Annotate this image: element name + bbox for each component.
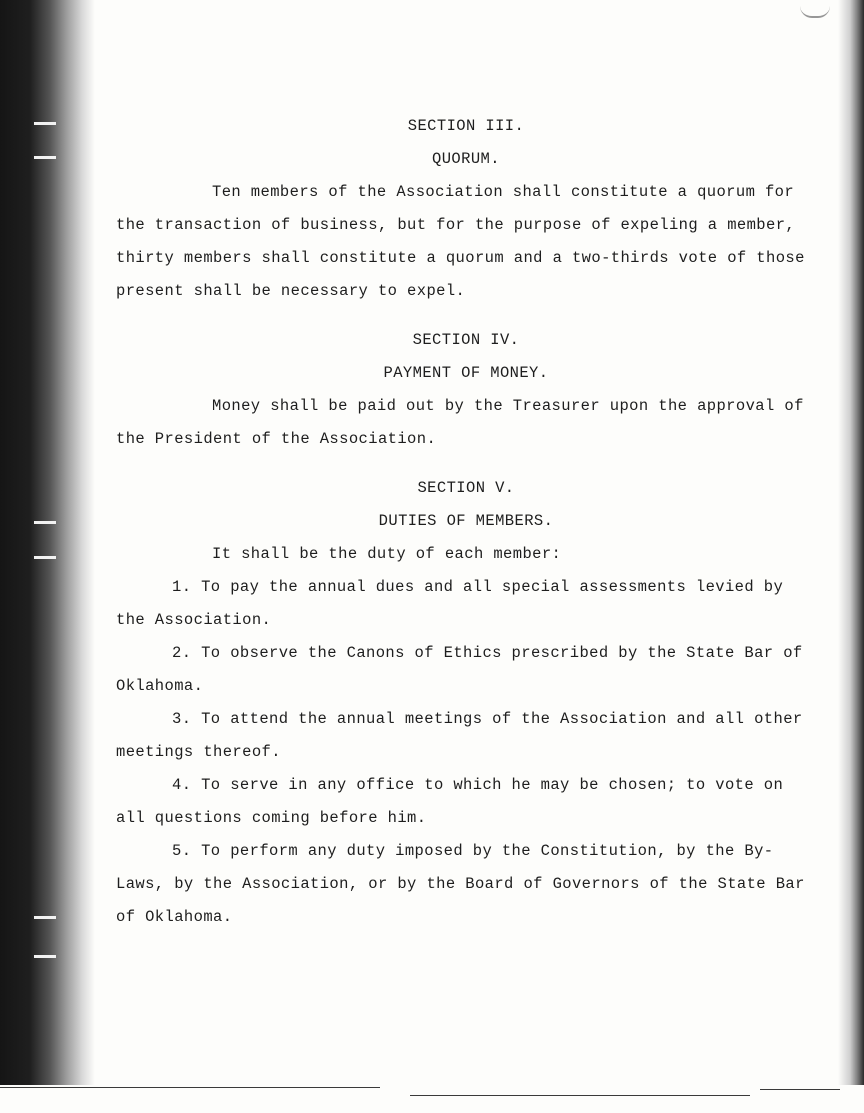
document-body [116,110,816,934]
duty-item: 3. To attend the annual meetings of the Association and all other meetings thereof. [116,710,803,761]
binding-mark [34,556,56,559]
binding-mark [34,156,56,159]
section-5-title: DUTIES OF MEMBERS. [378,512,554,530]
duty-item: 1. To pay the annual dues and all special assessments levied by the Association. [116,578,784,629]
binding-mark [34,521,56,524]
binding-mark [34,955,56,958]
bottom-edge-line [0,1087,380,1088]
section-3-heading: SECTION III. [407,117,525,135]
duty-item: 5. To perform any duty imposed by the Constitution, by the By-Laws, by the Association, or by the Board of Governors of the State Bar of Oklahoma. [116,842,805,926]
bottom-edge-line [760,1089,840,1090]
binding-mark [34,916,56,919]
duty-item: 2. To observe the Canons of Ethics prescribed by the State Bar of Oklahoma. [116,644,803,695]
section-4-heading: SECTION IV. [412,331,520,349]
section-5-intro: It shall be the duty of each member: [212,545,562,563]
right-edge-shadow [838,0,864,1085]
binding-edge-shadow [0,0,95,1085]
section-4-title: PAYMENT OF MONEY. [383,364,549,382]
section-4-paragraph: Money shall be paid out by the Treasurer upon the approval of the President of the Association. [116,397,804,448]
section-5-heading: SECTION V. [417,479,515,497]
duty-item: 4. To serve in any office to which he may be chosen; to vote on all questions coming before him. [116,776,784,827]
bottom-edge-line [410,1095,750,1096]
binding-mark [34,122,56,125]
section-3-title: QUORUM. [432,150,500,168]
corner-scan-mark [800,6,830,18]
section-3-paragraph: Ten members of the Association shall constitute a quorum for the transaction of business, but for the purpose of expeling a member, thirty members shall constitute a quorum and a two-thirds vote of those present shall be necessary to expel. [116,183,805,300]
